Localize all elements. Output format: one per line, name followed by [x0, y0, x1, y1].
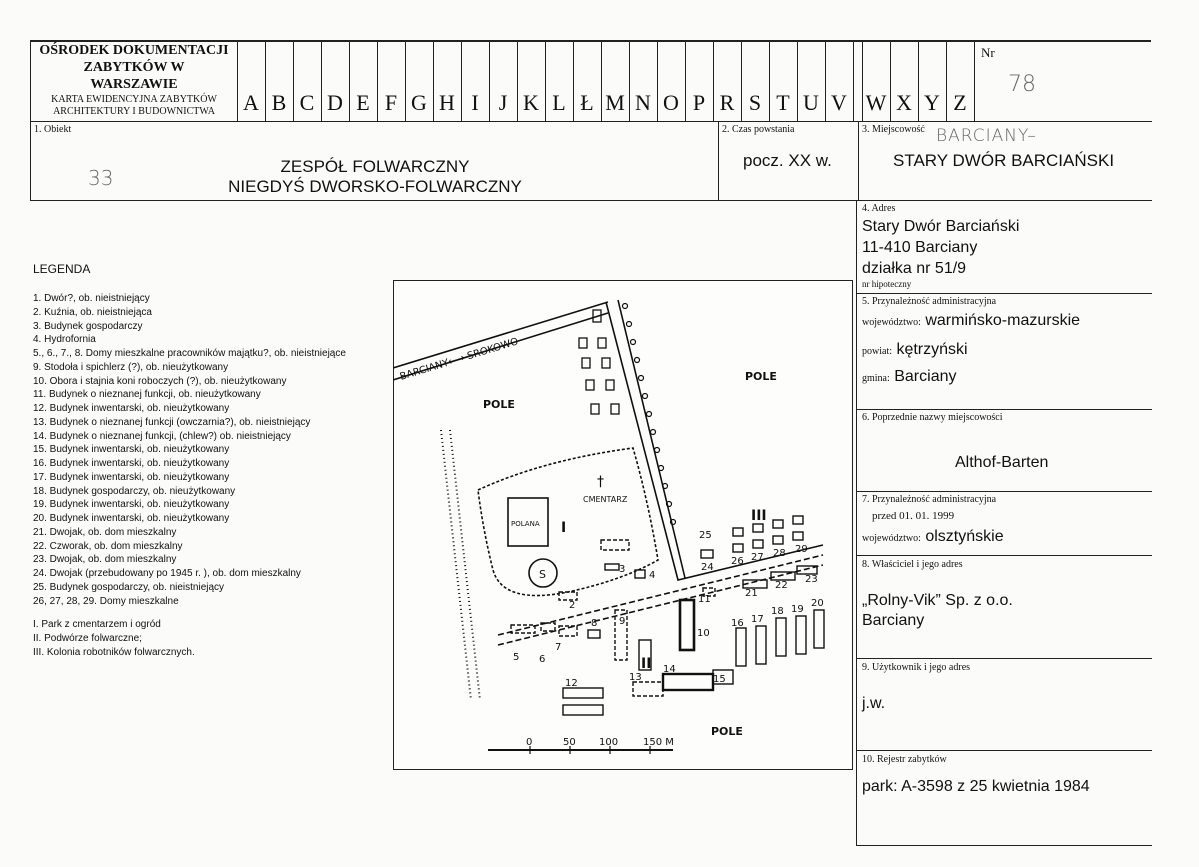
- legend-item: 9. Stodoła i spichlerz (?), ob. nieużytkowany: [33, 361, 229, 373]
- legend-item: 26, 27, 28, 29. Domy mieszkalne: [33, 595, 179, 607]
- wojewodztwo-value: warmińsko-mazurskie: [925, 312, 1081, 329]
- obiekt-label: 1. Obiekt: [34, 124, 72, 135]
- legend-part: III. Kolonia robotników folwarcznych.: [33, 646, 195, 658]
- building-number: 9: [619, 616, 626, 627]
- letter-b: B: [271, 90, 287, 115]
- building-number: 23: [805, 574, 818, 585]
- institution-line-2: ZABYTKÓW W: [83, 60, 185, 75]
- card-type-line-2: ARCHITEKTURY I BUDOWNICTWA: [53, 106, 215, 117]
- poprzednie-nazwy-value: Althof-Barten: [955, 454, 1049, 471]
- adres-label: 4. Adres: [862, 203, 896, 214]
- building-number: 19: [791, 604, 804, 615]
- uzytkownik-label: 9. Użytkownik i jego adres: [862, 662, 971, 673]
- wojewodztwo-label: województwo:: [862, 317, 921, 328]
- pole-label-south: POLE: [711, 725, 743, 738]
- letter-u: U: [803, 90, 819, 115]
- building-number: 3: [619, 564, 626, 575]
- legend-item: 17. Budynek inwentarski, ob. nieużytkowany: [33, 471, 230, 483]
- letter-t: T: [776, 90, 790, 115]
- building-number: 21: [745, 588, 758, 599]
- legend-item: 1. Dwór?, ob. nieistniejący: [33, 293, 150, 304]
- legend-part: II. Podwórze folwarczne;: [33, 633, 142, 644]
- card-type-line-1: KARTA EWIDENCYJNA ZABYTKÓW: [51, 94, 217, 105]
- building-number: 29: [795, 544, 808, 555]
- card-type: [31, 94, 237, 118]
- przynaleznosc-przed-date: przed 01. 01. 1999: [872, 510, 955, 522]
- legend-item: 3. Budynek gospodarczy: [33, 320, 143, 332]
- legend-list: [33, 292, 346, 660]
- cemetery-label: CMENTARZ: [583, 495, 628, 504]
- letter-p: P: [692, 90, 706, 115]
- institution-line-3: WARSZAWIE: [90, 77, 178, 92]
- wlasciciel-line-1: „Rolny-Vik” Sp. z o.o.: [862, 592, 1013, 609]
- letter-e: E: [356, 90, 370, 115]
- legend-item: 14. Budynek o nieznanej funkcji, (chlew?) ob. nieistniejący: [33, 430, 291, 442]
- obiekt-line-1: ZESPÓŁ FOLWARCZNY: [280, 157, 470, 176]
- building-number: 8: [591, 618, 598, 629]
- letter-o: O: [663, 90, 679, 115]
- scale-tick-label: 0: [526, 737, 533, 748]
- miejscowosc-handwritten: BARCIANY–: [936, 126, 1037, 146]
- building-number: 15: [713, 674, 726, 685]
- obiekt-line-2: NIEGDYŚ DWORSKO-FOLWARCZNY: [228, 177, 522, 196]
- adres-line-3: działka nr 51/9: [862, 260, 967, 277]
- legend-title: LEGENDA: [33, 262, 91, 276]
- wojewodztwo-przed-row: [862, 528, 1004, 546]
- czas-label: 2. Czas powstania: [722, 124, 795, 135]
- building-number: 10: [697, 628, 710, 639]
- letter-h: H: [439, 90, 455, 115]
- legend-item: 18. Budynek gospodarczy, ob. nieużytkowany: [33, 485, 236, 497]
- pole-label-east: POLE: [745, 370, 777, 383]
- legend-item: 20. Budynek inwentarski, ob. nieużytkowany: [33, 513, 230, 524]
- letter-j: J: [498, 90, 508, 115]
- letter-x: X: [896, 90, 912, 115]
- part-i-label: I: [561, 520, 567, 536]
- letter-w: W: [865, 90, 887, 115]
- wojewodztwo-przed-label: województwo:: [862, 533, 921, 544]
- czas-value: pocz. XX w.: [743, 151, 832, 170]
- przynaleznosc-przed-label: 7. Przynależność administracyjna: [862, 494, 997, 505]
- institution-name: [31, 42, 237, 93]
- scale-tick-label: 50: [563, 737, 576, 748]
- legend-item: 4. Hydrofornia: [33, 334, 96, 346]
- rejestr-label: 10. Rejestr zabytków: [862, 754, 947, 765]
- gmina-value: Barciany: [894, 368, 957, 385]
- legend-item: 11. Budynek o nieznanej funkcji, ob. nieużytkowany: [33, 389, 261, 401]
- legend-item: 16. Budynek inwentarski, ob. nieużytkowany: [33, 458, 230, 469]
- letter-v: V: [831, 90, 847, 115]
- nr-label: Nr: [981, 45, 995, 60]
- letter-i: I: [471, 90, 479, 115]
- letter-m: M: [605, 90, 625, 115]
- building-number: 27: [751, 552, 764, 563]
- rejestr-value: park: A-3598 z 25 kwietnia 1984: [862, 778, 1090, 795]
- gmina-label: gmina:: [862, 373, 890, 384]
- legend-item: 24. Dwojak (przebudowany po 1945 r. ), ob. dom mieszkalny: [33, 568, 301, 579]
- road-label: BARCIANY←→ SROKOWO: [398, 336, 520, 383]
- obiekt-handwritten-number: 33: [88, 166, 114, 190]
- pole-label-west: POLE: [483, 398, 515, 411]
- letter-f: F: [384, 90, 398, 115]
- building-number: 16: [731, 618, 744, 629]
- letter-n: N: [635, 90, 651, 115]
- building-number: 11: [698, 594, 711, 605]
- letter-l: L: [552, 90, 566, 115]
- building-number: 5: [513, 652, 520, 663]
- legend-item: 23. Dwojak, ob. dom mieszkalny: [33, 554, 177, 566]
- adres-value: [862, 216, 1019, 279]
- building-number: 25: [699, 530, 712, 541]
- wlasciciel-value: [862, 591, 1013, 631]
- building-number: 20: [811, 598, 824, 609]
- wojewodztwo-row: [862, 312, 1080, 330]
- building-number: 26: [731, 556, 744, 567]
- scale-tick-label: 100: [599, 737, 619, 748]
- legend-item: 10. Obora i stajnia koni roboczych (?), ob. nieużytkowany: [33, 375, 287, 387]
- letter-g: G: [411, 90, 427, 115]
- legend-item: 25. Budynek gospodarczy, ob. nieistniejący: [33, 581, 225, 593]
- powiat-row: [862, 341, 968, 359]
- building-number: 2: [569, 600, 576, 611]
- letter-s: S: [748, 90, 762, 115]
- letter-a: A: [243, 90, 259, 115]
- powiat-value: kętrzyński: [896, 341, 968, 358]
- nr-hipoteczny-label: nr hipoteczny: [862, 279, 912, 289]
- adres-line-2: 11-410 Barciany: [862, 239, 978, 256]
- legend-item: 5., 6., 7., 8. Domy mieszkalne pracowników majątku?, ob. nieistniejące: [33, 348, 346, 359]
- wlasciciel-label: 8. Właściciel i jego adres: [862, 559, 963, 570]
- letter-r: R: [719, 90, 735, 115]
- obiekt-value: [210, 157, 540, 197]
- institution-line-1: OŚRODEK DOKUMENTACJI: [39, 43, 229, 58]
- letter-d: D: [327, 90, 343, 115]
- building-number: 17: [751, 614, 764, 625]
- legend-item: 22. Czworak, ob. dom mieszkalny: [33, 540, 183, 552]
- letter-c: C: [299, 90, 315, 115]
- letter-l-stroke: Ł: [580, 90, 594, 115]
- building-number: 14: [663, 664, 676, 675]
- legend-item: 15. Budynek inwentarski, ob. nieużytkowany: [33, 444, 230, 456]
- building-number: 18: [771, 606, 784, 617]
- building-number: 22: [775, 580, 788, 591]
- miejscowosc-value: STARY DWÓR BARCIAŃSKI: [893, 151, 1115, 170]
- building-number: 13: [629, 672, 642, 683]
- scale-tick-label: 150 M: [643, 737, 674, 748]
- powiat-label: powiat:: [862, 346, 892, 357]
- gmina-row: [862, 368, 956, 386]
- letter-k: K: [523, 90, 539, 115]
- building-number: 4: [649, 570, 656, 581]
- nr-value: 78: [1008, 72, 1036, 97]
- cross-icon: †: [597, 474, 604, 490]
- polana-label: POLANA: [511, 520, 540, 528]
- s-label: S: [539, 568, 546, 581]
- legend-part: I. Park z cmentarzem i ogród: [33, 619, 161, 631]
- building-number: 12: [565, 678, 578, 689]
- building-number: 7: [555, 642, 562, 653]
- wlasciciel-line-2: Barciany: [862, 612, 925, 629]
- uzytkownik-value: j.w.: [862, 695, 886, 712]
- przynaleznosc-label: 5. Przynależność administracyjna: [862, 296, 997, 307]
- letter-z: Z: [953, 90, 967, 115]
- part-ii-label: II: [641, 656, 652, 672]
- building-number: 28: [773, 548, 786, 559]
- building-number: 24: [701, 562, 714, 573]
- legend-item: 21. Dwojak, ob. dom mieszkalny: [33, 526, 177, 538]
- legend-item: 12. Budynek inwentarski, ob. nieużytkowany: [33, 403, 230, 414]
- legend-item: 2. Kuźnia, ob. nieistniejąca: [33, 306, 152, 318]
- building-number: 6: [539, 654, 546, 665]
- letter-y: Y: [924, 90, 940, 115]
- miejscowosc-label: 3. Miejscowość: [862, 124, 925, 135]
- legend-item: 19. Budynek inwentarski, ob. nieużytkowany: [33, 499, 230, 511]
- legend-item: 13. Budynek o nieznanej funkcji (owczarnia?), ob. nieistniejący: [33, 416, 311, 428]
- poprzednie-nazwy-label: 6. Poprzednie nazwy miejscowości: [862, 412, 1003, 423]
- site-plan-map: [393, 280, 853, 770]
- wojewodztwo-przed-value: olsztyńskie: [925, 528, 1004, 545]
- adres-line-1: Stary Dwór Barciański: [862, 218, 1020, 235]
- part-iii-label: III: [751, 508, 767, 524]
